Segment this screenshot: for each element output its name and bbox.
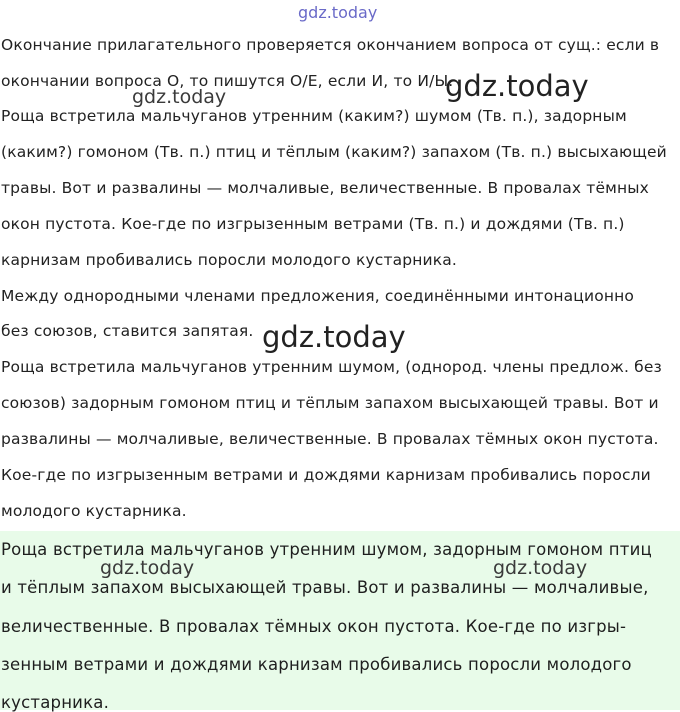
watermark: gdz.today [100,557,195,579]
text-line: Между однородными членами предложения, соединёнными интонационно [1,287,635,305]
watermark: gdz.today [262,320,406,354]
text-line: карнизам пробивались поросли молодого кустарника. [1,251,458,269]
watermark: gdz.today [445,69,589,103]
answer-line: зенным ветрами и дождями карнизам пробивались поросли молодого [1,655,632,674]
answer-line: величественные. В провалах тёмных окон пустота. Кое-где по изгры- [1,617,627,636]
text-line: развалины — молчаливые, величественные. В провалах тёмных окон пустота. [1,430,659,448]
text-line: союзов) задорным гомоном птиц и тёплым запахом высыхающей травы. Вот и [1,394,659,412]
text-line: Кое-где по изгрызенным ветрами и дождями карнизам пробивались поросли [1,466,651,484]
watermark: gdz.today [298,3,378,22]
text-line: Окончание прилагательного проверяется окончанием вопроса от сущ.: если в [1,36,660,54]
text-line: без союзов, ставится запятая. [1,322,254,340]
watermark: gdz.today [132,86,227,108]
text-line: Роща встретила мальчуганов утренним шумом, (однород. члены предлож. без [1,358,662,376]
text-line: окончании вопроса О, то пишутся О/Е, если И, то И/Ы. [1,72,454,90]
text-line: Роща встретила мальчуганов утренним (каким?) шумом (Тв. п.), задорным [1,107,627,125]
text-line: (каким?) гомоном (Тв. п.) птиц и тёплым (каким?) запахом (Тв. п.) высыхающей [1,143,667,161]
text-line: молодого кустарника. [1,502,187,520]
watermark: gdz.today [493,557,588,579]
answer-line: кустарника. [1,693,110,712]
text-line: травы. Вот и развалины — молчаливые, величественные. В провалах тёмных [1,179,649,197]
text-line: окон пустота. Кое-где по изгрызенным ветрами (Тв. п.) и дождями (Тв. п.) [1,215,625,233]
answer-line: Роща встретила мальчуганов утренним шумом, задорным гомоном птиц [1,540,652,559]
answer-line: и тёплым запахом высыхающей травы. Вот и развалины — молчаливые, [1,578,649,597]
